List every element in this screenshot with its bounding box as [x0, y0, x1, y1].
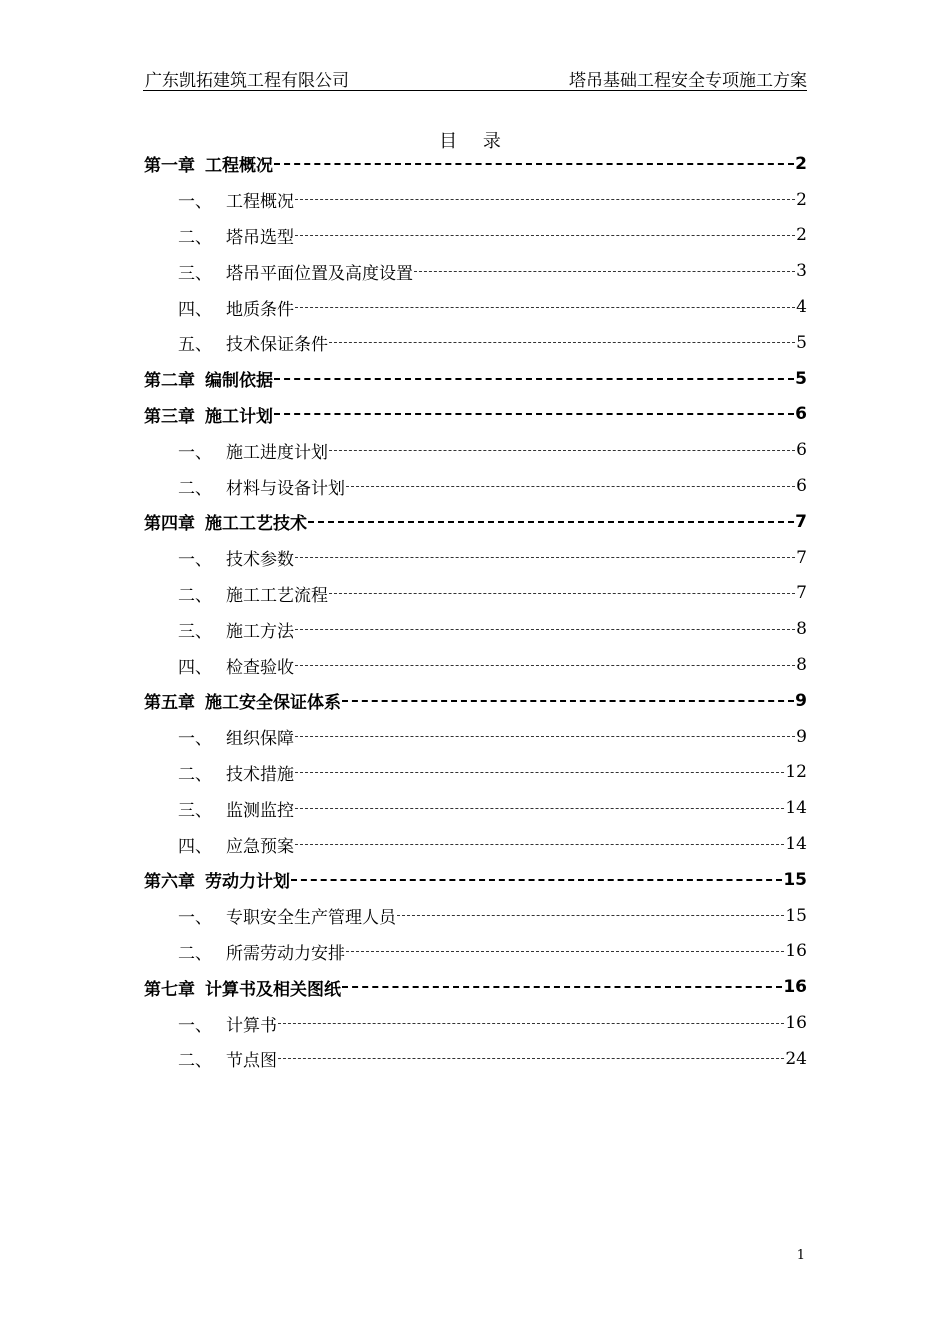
toc-entry-title: 应急预案: [226, 836, 294, 857]
toc-entry-number: 一、: [178, 550, 212, 571]
toc-entry-page: 16: [783, 977, 807, 998]
toc-dot-leader: [397, 915, 784, 918]
toc-entry-page: 6: [795, 404, 807, 425]
toc-entry-title: 节点图: [226, 1051, 277, 1072]
toc-entry-title: 技术保证条件: [226, 335, 328, 356]
toc-section-entry[interactable]: [144, 218, 807, 254]
toc-entry-number: 三、: [178, 263, 212, 284]
toc-entry-number: 二、: [178, 943, 212, 964]
toc-entry-page: 2: [796, 189, 807, 210]
toc-dot-leader: [342, 986, 782, 990]
toc-section-entry[interactable]: [144, 432, 807, 468]
toc-entry-number: 三、: [178, 800, 212, 821]
toc-dot-leader: [295, 557, 795, 560]
toc-entry-number: 第五章: [144, 693, 195, 714]
toc-entry-page: 5: [796, 332, 807, 353]
toc-entry-title: 塔吊平面位置及高度设置: [226, 263, 413, 284]
toc-section-entry[interactable]: [144, 755, 807, 791]
toc-section-entry[interactable]: [144, 1005, 807, 1041]
toc-entry-number: 第二章: [144, 371, 195, 392]
toc-entry-number: 四、: [178, 657, 212, 678]
toc-dot-leader: [414, 271, 795, 274]
toc-chapter-entry[interactable]: [144, 146, 807, 182]
toc-entry-page: 14: [785, 798, 807, 819]
toc-section-entry[interactable]: [144, 1041, 807, 1077]
toc-entry-page: 16: [785, 941, 807, 962]
toc-dot-leader: [274, 163, 794, 167]
toc-entry-number: 第七章: [144, 979, 195, 1000]
toc-entry-page: 2: [795, 153, 807, 174]
toc-entry-number: 第六章: [144, 872, 195, 893]
document-title: 塔吊基础工程安全专项施工方案: [569, 71, 807, 91]
toc-chapter-entry[interactable]: [144, 504, 807, 540]
toc-dot-leader: [274, 378, 794, 382]
company-name: 广东凯拓建筑工程有限公司: [145, 71, 349, 91]
toc-dot-leader: [278, 1023, 784, 1026]
toc-entry-page: 6: [796, 476, 807, 497]
toc-entry-page: 24: [785, 1048, 807, 1069]
toc-entry-page: 12: [785, 762, 807, 783]
toc-section-entry[interactable]: [144, 611, 807, 647]
toc-section-entry[interactable]: [144, 289, 807, 325]
toc-section-entry[interactable]: [144, 540, 807, 576]
toc-dot-leader: [346, 951, 784, 954]
toc-dot-leader: [342, 700, 794, 704]
toc-entry-title: 技术措施: [226, 764, 294, 785]
toc-entry-title: 工程概况: [205, 156, 273, 177]
toc-entry-number: 二、: [178, 764, 212, 785]
toc-entry-page: 16: [785, 1013, 807, 1034]
toc-dot-leader: [329, 450, 795, 453]
toc-entry-number: 一、: [178, 1015, 212, 1036]
toc-section-entry[interactable]: [144, 934, 807, 970]
toc-entry-number: 一、: [178, 908, 212, 929]
toc-section-entry[interactable]: [144, 719, 807, 755]
toc-entry-number: 二、: [178, 585, 212, 606]
toc-entry-number: 二、: [178, 1051, 212, 1072]
toc-dot-leader: [295, 808, 784, 811]
toc-dot-leader: [278, 1058, 784, 1061]
toc-dot-leader: [329, 593, 795, 596]
toc-entry-title: 塔吊选型: [226, 227, 294, 248]
toc-entry-number: 一、: [178, 729, 212, 750]
toc-dot-leader: [295, 235, 795, 238]
toc-dot-leader: [291, 879, 782, 883]
toc-entry-number: 一、: [178, 192, 212, 213]
toc-entry-page: 9: [795, 690, 807, 711]
toc-dot-leader: [295, 772, 784, 775]
toc-entry-page: 15: [783, 869, 807, 890]
toc-entry-title: 监测监控: [226, 800, 294, 821]
toc-entry-title: 组织保障: [226, 729, 294, 750]
toc-entry-title: 施工进度计划: [226, 442, 328, 463]
toc-section-entry[interactable]: [144, 325, 807, 361]
toc-entry-page: 8: [796, 619, 807, 640]
toc-section-entry[interactable]: [144, 647, 807, 683]
toc-dot-leader: [295, 665, 795, 668]
toc-dot-leader: [329, 342, 795, 345]
toc-entry-title: 地质条件: [226, 299, 294, 320]
toc-entry-title: 专职安全生产管理人员: [226, 908, 396, 929]
toc-dot-leader: [295, 199, 795, 202]
page-header: [143, 66, 807, 91]
toc-entry-number: 二、: [178, 478, 212, 499]
toc-entry-title: 施工工艺技术: [205, 514, 307, 535]
toc-dot-leader: [274, 413, 794, 417]
toc-entry-title: 施工方法: [226, 621, 294, 642]
toc-heading: 目 录: [439, 131, 511, 152]
toc-dot-leader: [295, 844, 784, 847]
toc-chapter-entry[interactable]: [144, 397, 807, 433]
toc-entry-page: 5: [795, 368, 807, 389]
toc-dot-leader: [295, 307, 795, 310]
toc-dot-leader: [295, 736, 795, 739]
toc-entry-number: 三、: [178, 621, 212, 642]
page-number: 1: [796, 1248, 805, 1263]
toc-entry-title: 技术参数: [226, 550, 294, 571]
toc-entry-page: 2: [796, 225, 807, 246]
toc-section-entry[interactable]: [144, 253, 807, 289]
toc-entry-title: 计算书及相关图纸: [205, 979, 341, 1000]
toc-section-entry[interactable]: [144, 898, 807, 934]
toc-section-entry[interactable]: [144, 468, 807, 504]
toc-entry-title: 工程概况: [226, 192, 294, 213]
toc-entry-page: 7: [796, 547, 807, 568]
toc-entry-title: 计算书: [226, 1015, 277, 1036]
toc-entry-title: 施工计划: [205, 406, 273, 427]
toc-section-entry[interactable]: [144, 576, 807, 612]
toc-entry-page: 14: [785, 834, 807, 855]
toc-chapter-entry[interactable]: [144, 361, 807, 397]
toc-chapter-entry[interactable]: [144, 862, 807, 898]
toc-entry-page: 15: [785, 905, 807, 926]
toc-entry-title: 劳动力计划: [205, 872, 290, 893]
toc-entry-page: 6: [796, 440, 807, 461]
toc-entry-title: 施工安全保证体系: [205, 693, 341, 714]
toc-entry-page: 3: [796, 261, 807, 282]
toc-dot-leader: [346, 486, 795, 489]
toc-entry-page: 8: [796, 655, 807, 676]
toc-entry-number: 一、: [178, 442, 212, 463]
toc-entry-title: 材料与设备计划: [226, 478, 345, 499]
toc-entry-number: 五、: [178, 335, 212, 356]
toc-entry-page: 4: [796, 297, 807, 318]
toc-entry-number: 四、: [178, 299, 212, 320]
toc-entry-title: 所需劳动力安排: [226, 943, 345, 964]
toc-entry-number: 二、: [178, 227, 212, 248]
table-of-contents: [144, 146, 807, 1077]
toc-entry-number: 第四章: [144, 514, 195, 535]
toc-dot-leader: [308, 521, 794, 525]
toc-entry-page: 7: [795, 511, 807, 532]
toc-entry-page: 7: [796, 583, 807, 604]
toc-section-entry[interactable]: [144, 182, 807, 218]
toc-entry-number: 第三章: [144, 406, 195, 427]
toc-entry-title: 编制依据: [205, 371, 273, 392]
toc-entry-title: 施工工艺流程: [226, 585, 328, 606]
toc-entry-page: 9: [796, 726, 807, 747]
toc-dot-leader: [295, 629, 795, 632]
toc-section-entry[interactable]: [144, 790, 807, 826]
toc-chapter-entry[interactable]: [144, 969, 807, 1005]
toc-section-entry[interactable]: [144, 826, 807, 862]
toc-chapter-entry[interactable]: [144, 683, 807, 719]
toc-entry-title: 检查验收: [226, 657, 294, 678]
toc-entry-number: 四、: [178, 836, 212, 857]
toc-entry-number: 第一章: [144, 156, 195, 177]
